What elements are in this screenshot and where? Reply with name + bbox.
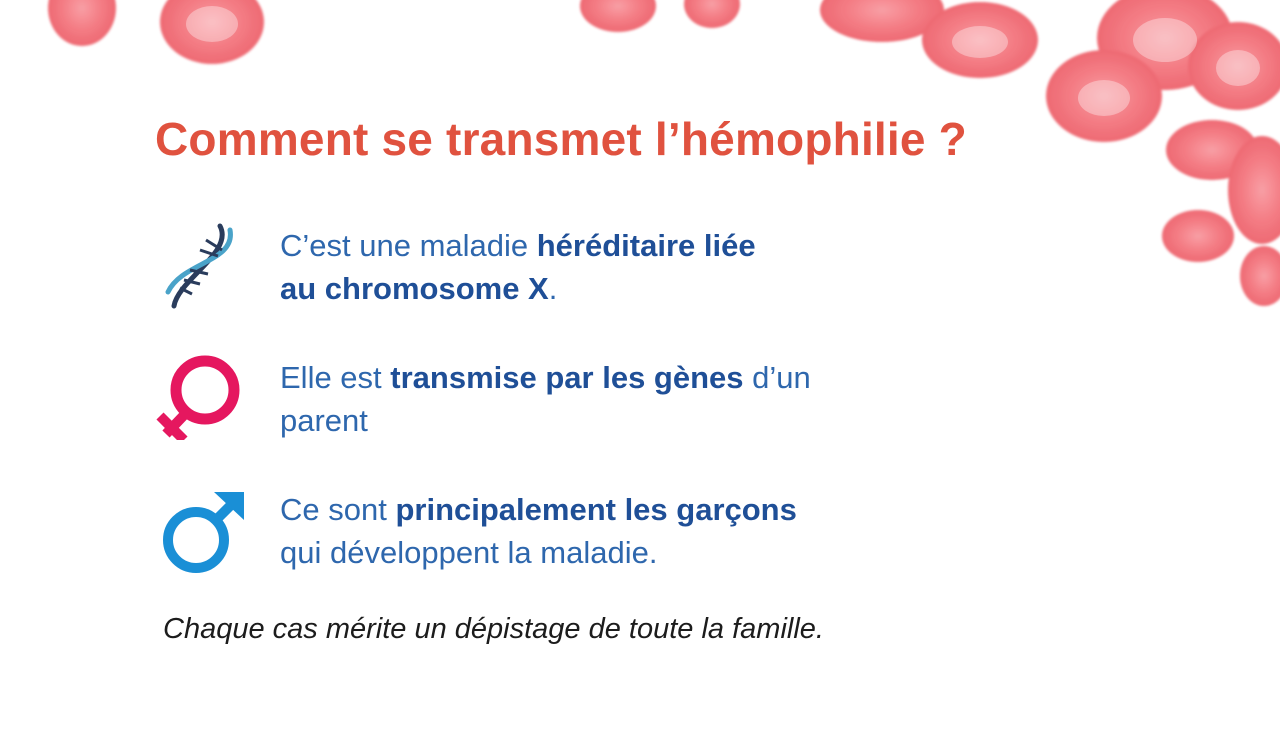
page-title: Comment se transmet l’hémophilie ?	[155, 113, 967, 165]
item-3-emphasis: principalement les garçons	[395, 492, 797, 527]
footer-note: Chaque cas mérite un dépistage de toute la famille.	[163, 613, 824, 645]
item-3-text: Ce sont	[280, 492, 396, 527]
dna-icon	[160, 222, 244, 312]
item-1-emphasis: héréditaire liée	[536, 228, 756, 263]
item-2-text-2: parent	[280, 403, 368, 438]
item-2-text: Elle est	[280, 360, 391, 395]
item-1-period: .	[548, 271, 558, 306]
item-2-emphasis: transmise par les gènes	[390, 360, 744, 395]
male-symbol-icon	[160, 488, 248, 574]
item-2-text-end: d’un	[743, 360, 811, 395]
female-symbol-icon	[154, 354, 244, 440]
item-3-text-2: qui développent la maladie.	[280, 535, 658, 570]
item-1-emphasis-2: au chromosome X	[280, 271, 549, 306]
item-1-text: C’est une maladie	[280, 228, 537, 263]
